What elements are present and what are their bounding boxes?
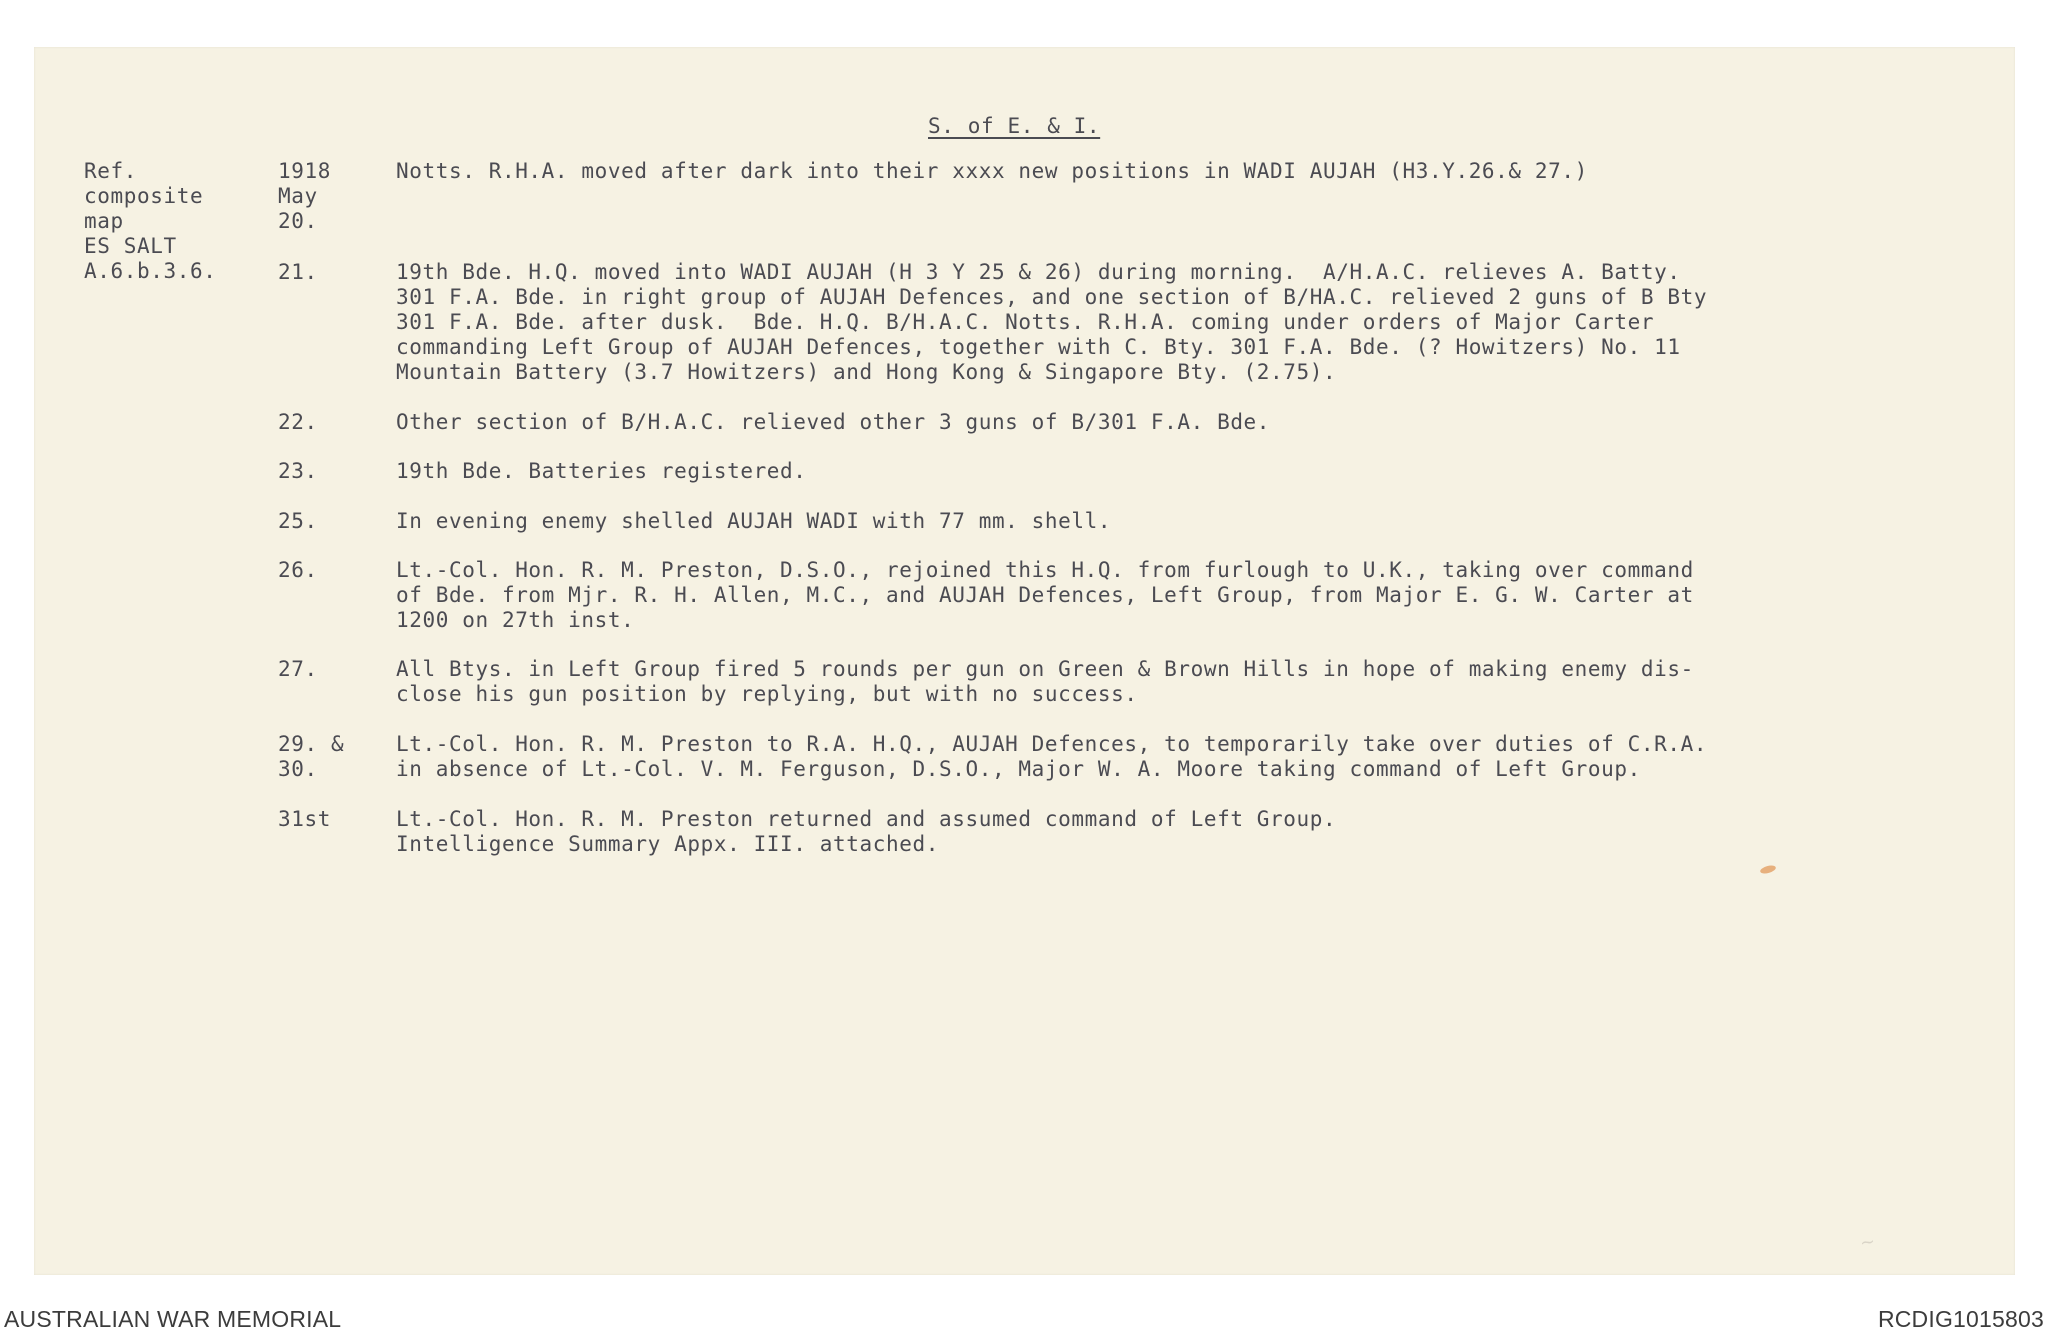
entry-text: All Btys. in Left Group fired 5 rounds per gun on Green & Brown Hills in hope of making enemy dis- close his gun position by replying, but with no success. [396, 657, 1694, 706]
map-reference: Ref. composite map ES SALT A.6.b.3.6. [84, 159, 217, 283]
diary-entry [0, 558, 1694, 658]
entry-date: 1918 May 20. [278, 159, 331, 233]
entry-date: 29. & 30. [278, 732, 345, 781]
entry-text: In evening enemy shelled AUJAH WADI with 77 mm. shell. [396, 509, 1112, 533]
entry-date: 22. [278, 410, 318, 434]
entry-date: 31st [278, 807, 331, 831]
entry-text: 19th Bde. H.Q. moved into WADI AUJAH (H 3 Y 25 & 26) during morning. A/H.A.C. relieves A. Batty. 301 F.A. Bde. in right group of AUJAH Defences, and one section of B/HA.C. relieved 2 guns of B Bty 301 F.A. Bde. after dusk. Bde. H.Q. B/H.A.C. Notts. R.H.A. coming under orders of Major Carter commanding Left Group of AUJAH Defences, together with C. Bty. 301 F.A. Bde. (? Howitzers) No. 11 Mountain Battery (3.7 Howitzers) and Hong Kong & Singapore Bty. (2.75). [396, 260, 1708, 384]
entry-date: 27. [278, 657, 318, 681]
entry-date: 21. [278, 260, 318, 284]
entry-text: Lt.-Col. Hon. R. M. Preston returned and assumed command of Left Group. Intelligence Summary Appx. III. attached. [396, 807, 1337, 856]
diary-entry [0, 260, 1708, 384]
entry-date: 25. [278, 509, 318, 533]
entry-text: Lt.-Col. Hon. R. M. Preston to R.A. H.Q., AUJAH Defences, to temporarily take over duties of C.R.A. in absence of Lt.-Col. V. M. Ferguson, D.S.O., Major W. A. Moore taking command of Left Group. [396, 732, 1708, 781]
pencil-mark: ~ [1858, 1231, 1877, 1254]
entry-text: Notts. R.H.A. moved after dark into their xxxx new positions in WADI AUJAH (H3.Y.26.& 27.) [396, 159, 1588, 183]
entry-date: 26. [278, 558, 318, 582]
entry-text: Lt.-Col. Hon. R. M. Preston, D.S.O., rejoined this H.Q. from furlough to U.K., taking over command of Bde. from Mjr. R. H. Allen, M.C., and AUJAH Defences, Left Group, from Major E. G. W. Carter at 1200 on 27th inst. [396, 558, 1694, 632]
footer-institution: AUSTRALIAN WAR MEMORIAL [4, 1306, 342, 1332]
entry-date: 23. [278, 459, 318, 483]
entry-text: Other section of B/H.A.C. relieved other 3 guns of B/301 F.A. Bde. [396, 410, 1271, 434]
diary-entry [0, 807, 1337, 907]
footer-record-id: RCDIG1015803 [1877, 1306, 2044, 1332]
document-heading: S. of E. & I. [928, 114, 1101, 138]
entry-text: 19th Bde. Batteries registered. [396, 459, 807, 483]
